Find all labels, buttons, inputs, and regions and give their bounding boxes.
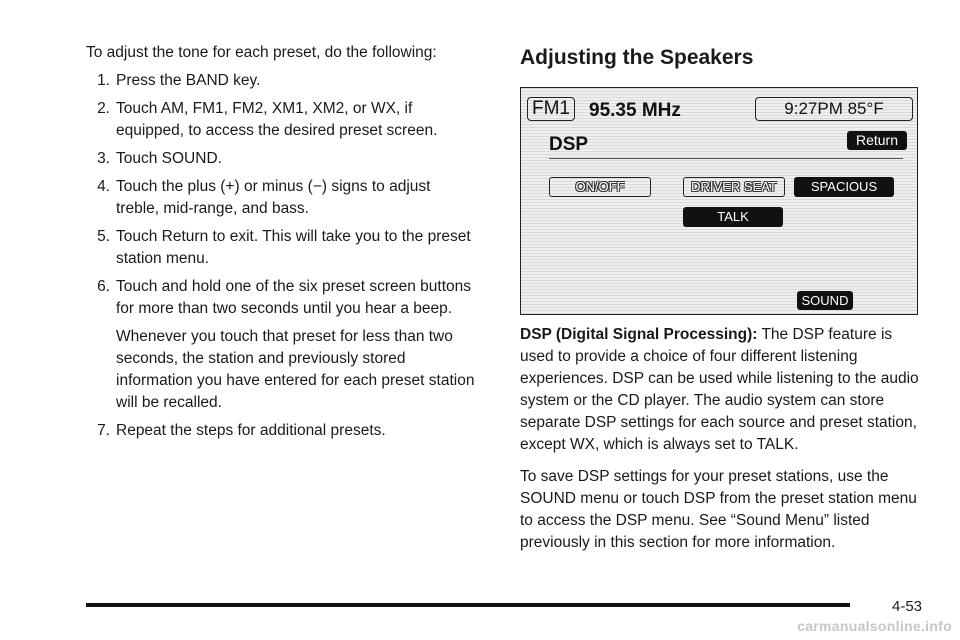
spacious-button[interactable]: SPACIOUS [794, 177, 894, 197]
step-text: Touch the plus (+) or minus (−) signs to adjust treble, mid-range, and bass. [116, 178, 431, 217]
step-number: 5. [97, 228, 110, 245]
band-button[interactable]: FM1 [527, 97, 575, 121]
dsp-paragraph [520, 324, 930, 456]
radio-display [520, 87, 918, 315]
dsp-term: DSP (Digital Signal Processing): [520, 326, 758, 343]
list-item [86, 176, 476, 220]
step-text: Touch Return to exit. This will take you to the preset station menu. [116, 228, 471, 267]
onoff-button[interactable]: ON/OFF [549, 177, 651, 197]
page-number: 4-53 [892, 598, 923, 615]
steps-list [86, 70, 476, 442]
step-number: 6. [97, 278, 110, 295]
frequency-readout: 95.35 MHz [589, 100, 681, 121]
step-number: 2. [97, 100, 110, 117]
step-text: Press the BAND key. [116, 72, 261, 89]
list-item [86, 276, 476, 414]
step-number: 4. [97, 178, 110, 195]
driver-seat-button[interactable]: DRIVER SEAT [683, 177, 785, 197]
section-heading: Adjusting the Speakers [520, 46, 754, 69]
step-note: Whenever you touch that preset for less than two seconds, the station and previously stored information you have entered for each preset station will be recalled. [116, 328, 475, 411]
list-item [86, 420, 476, 442]
footer-rule [86, 603, 850, 607]
return-button[interactable]: Return [847, 131, 907, 150]
step-number: 3. [97, 150, 110, 167]
list-item [86, 70, 476, 92]
step-number: 1. [97, 72, 110, 89]
clock-temp-readout: 9:27PM 85°F [755, 97, 913, 121]
watermark: carmanualsonline.info [797, 618, 952, 634]
dsp-description: The DSP feature is used to provide a choice of four different listening experiences. DSP can be used while listening to the audio system or the CD player. The audio system can store separate DSP settings for each source and preset station, except WX, which is always set to TALK. [520, 326, 919, 453]
sound-button[interactable]: SOUND [797, 291, 853, 310]
intro-text: To adjust the tone for each preset, do the following: [86, 44, 437, 61]
save-paragraph: To save DSP settings for your preset stations, use the SOUND menu or touch DSP from the preset station menu to access the DSP menu. See “Sound Menu” listed previously in this section for more information. [520, 468, 917, 551]
step-number: 7. [97, 422, 110, 439]
dsp-title: DSP [549, 134, 589, 155]
list-item [86, 98, 476, 142]
list-item [86, 226, 476, 270]
step-text: Touch AM, FM1, FM2, XM1, XM2, or WX, if equipped, to access the desired preset screen. [116, 100, 438, 139]
step-text: Touch SOUND. [116, 150, 222, 167]
list-item [86, 148, 476, 170]
step-text: Touch and hold one of the six preset screen buttons for more than two seconds until you hear a beep. [116, 278, 472, 317]
divider [549, 158, 903, 159]
talk-button[interactable]: TALK [683, 207, 783, 227]
left-column [86, 42, 476, 448]
step-text: Repeat the steps for additional presets. [116, 422, 386, 439]
